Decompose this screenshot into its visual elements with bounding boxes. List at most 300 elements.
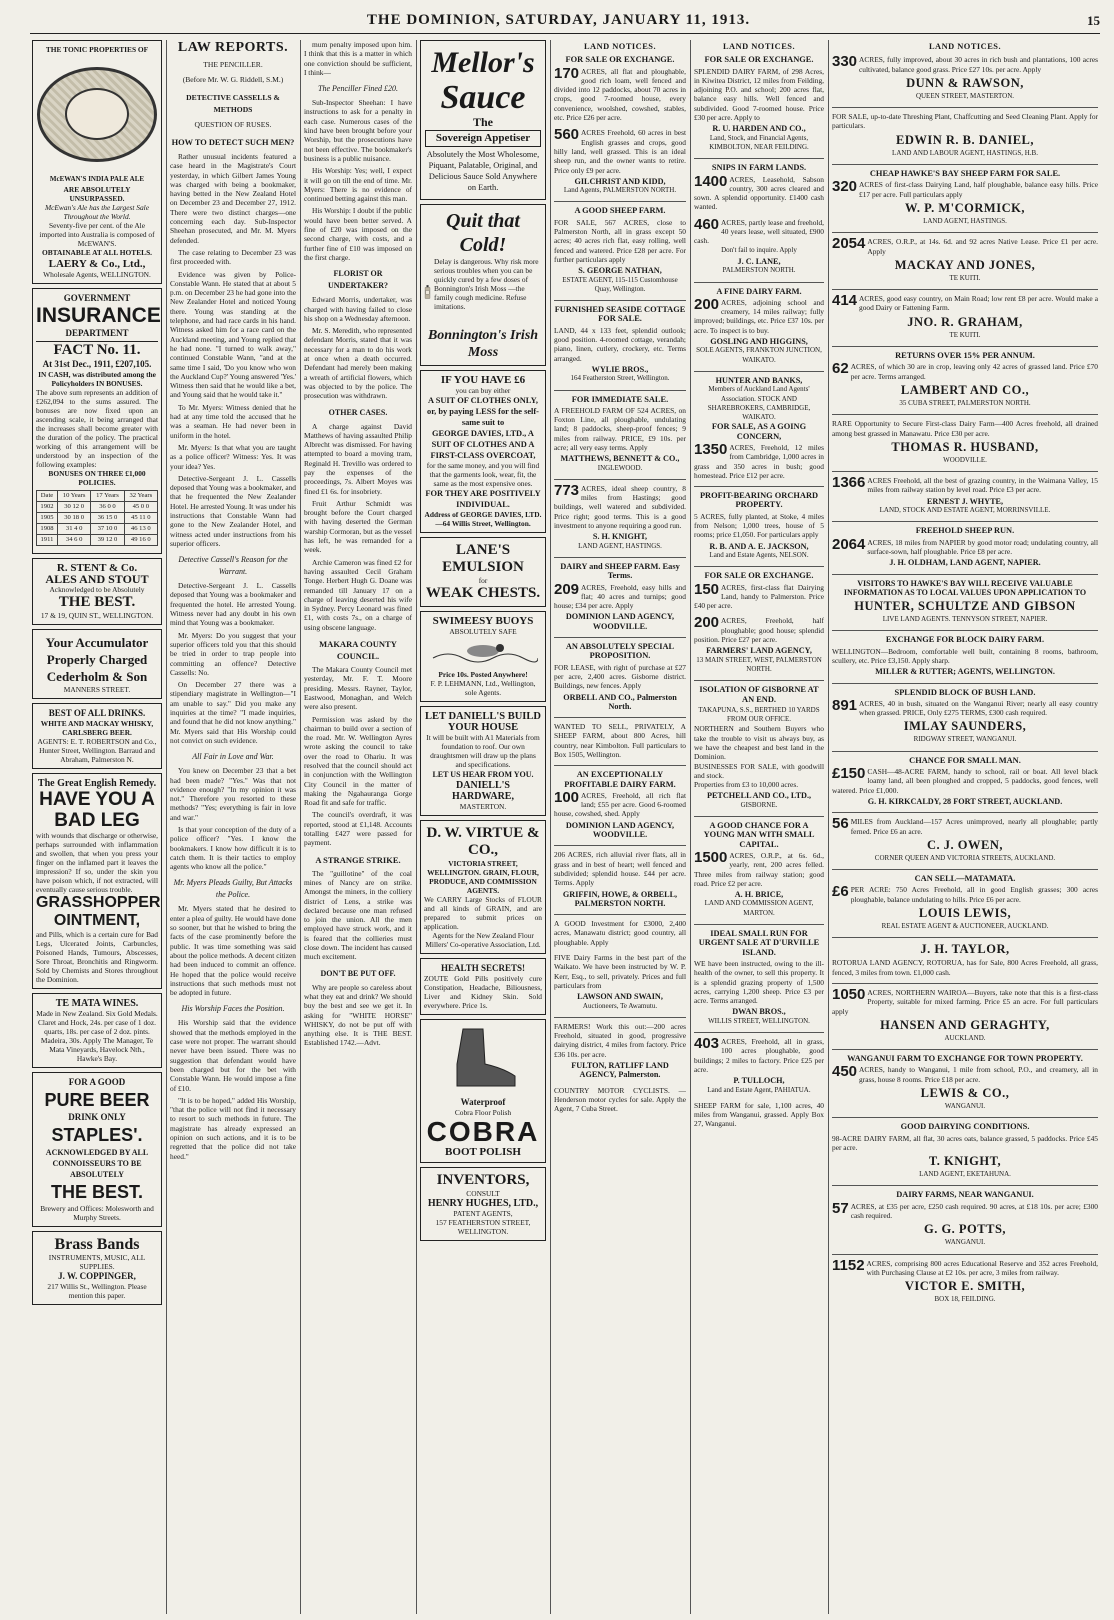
land-note: TAKAPUNA, S.S., BERTHED 10 YARDS FROM OUR OFFICE. <box>698 705 820 724</box>
mcewan-top: THE TONIC PROPERTIES OF <box>45 45 149 54</box>
virtue-ad <box>420 820 546 954</box>
land-agent: J. H. TAYLOR, <box>920 942 1010 957</box>
news-para: The "guillotine" of the coal mines of Nancy are on strike. Amongst the miners, in the colliery district of Lens, a strike was declared because one man refused to join the union. All the men employed have struck work, and it is feared that the collieries must close down. The incident has caused much excitement. <box>304 868 412 962</box>
best-drinks: BEST OF ALL DRINKS. <box>48 708 146 718</box>
land-heading: LAND NOTICES. <box>583 42 657 51</box>
land-agent: HUNTER AND BANKS, <box>715 375 803 385</box>
land-lead: 2064 <box>832 535 866 553</box>
land-text: 206 ACRES, rich alluvial river flats, all in grass and in best of heart; well fenced and subdivided; splendid house. £44 per acre. Terms. Apply <box>554 850 686 888</box>
bad-leg-body: with wounds that discharge or otherwise, perhaps surrounded with inflammation and swollen, that when you press your finger on the inflamed part it leaves the impression? If so, under the skin you have poison which, if not extracted, will eventually cause serious trouble. <box>36 831 158 894</box>
land-text: FOR LEASE, with right of purchase at £27 per acre, 2,400 acres. Gisborne district. Buildings, new fences. Apply <box>554 662 686 691</box>
land-text: ACRES, 40 in bush, situated on the Wanganui River; nearly all easy country when grassed. PRICE, Only £275 TERMS, £300 cash required. <box>859 698 1098 718</box>
land-item <box>832 237 1098 283</box>
land-title: FREEHOLD SHEEP RUN. <box>915 526 1015 536</box>
staples-brewery: Brewery and Offices: Molesworth and Murphy Streets. <box>40 1204 154 1222</box>
medicine-bottle-icon <box>424 257 431 327</box>
land-title: PROFIT-BEARING ORCHARD PROPERTY. <box>699 491 819 510</box>
land-text: ACRES, ideal sheep country, 8 miles from Hastings; good buildings, well watered and subdivided. Price right; good terms. This is a good investment to anyone requiring a good run. <box>554 483 686 531</box>
table-cell: 30 18 0 <box>57 513 90 524</box>
stent-name: R. STENT & Co. <box>56 562 138 574</box>
land-text: ROTORUA LAND AGENCY, ROTORUA, has for Sale, 800 Acres Freehold, all grass, fenced, 3 miles from town. £1,000 cash. <box>832 958 1098 977</box>
mellor-body: Absolutely the Most Wholesome, Piquant, Palatable, Original, and Delicious Sauce Sold Anywhere on Earth. <box>426 150 540 192</box>
land-title: FOR SALE OR EXCHANGE. <box>704 571 814 581</box>
land-lead: 1050 <box>832 985 866 1003</box>
law-before: (Before Mr. W. G. Riddell, S.M.) <box>182 75 284 84</box>
health-line-2: ZOUTE Gold Pills positively cure Constipation, Headache, Biliousness, Liver and Kidney Skin. Sold everywhere. Price 1s. <box>424 974 542 1011</box>
land-text: ACRES, Freehold, easy hills and flat; 40 acres and turnips; good house; £34 per acre. Apply <box>554 582 686 611</box>
land-title: WANGANUI FARM TO EXCHANGE FOR TOWN PROPERTY. <box>847 1054 1083 1064</box>
law-para: Mr. Myers: Do you suggest that your superior officers told you that this should be tried in order to trap people into committing an offence? Detective Cassells: No. <box>170 630 296 677</box>
staples-ad <box>32 1072 162 1227</box>
land-text: ACRES, comprising 800 acres Educational Reserve and 352 acres Freehold, with Purchasing Clause at £2 10s. per acre, 3 miles from railway. <box>866 1258 1098 1277</box>
daniell-line-5: MASTERTON. <box>459 802 507 812</box>
land-agent-sub: Land Agents, PALMERSTON NORTH. <box>563 186 677 195</box>
daniell-line-1: LET DANIELL'S BUILD YOUR HOUSE <box>425 711 541 734</box>
news-para: Why are people so careless about what they eat and drink? We should buy the best and see we get it. In asking for "WHITE HORSE" WHISKY, do not be put off with anything else. It is THE BEST. Established 1742.—Advt. <box>304 982 412 1048</box>
fact-body: The above sum represents an addition of £262,094 to the sums assured. The bonuses are now fixed upon an ascending scale, it being arranged that the increases shall become greater with the duration of the policy. The practical working of this arrangement will be understood by an inspection of the following examples: <box>36 388 158 469</box>
land-text: ACRES, all flat and ploughable, good rich loam, well fenced and divided into 12 paddocks, about 70 acres in crops, good 7-roomed house, every convenience, woolshed, cowshed, stables, etc. Price £26 per acre. <box>554 66 686 123</box>
column-6-land-notices <box>694 40 824 1614</box>
land-agent-sub: Land and Estate Agent, PAHIATUA. <box>707 1085 811 1094</box>
brass-heading: Brass Bands <box>54 1236 140 1253</box>
law-para: His Worship said that the evidence showed that the methods employed in the case were not proper. The warrant should never have been issued. There was no suggestion that defendant would have been charged but for the bet with Constable Wann. He would impose a fine of £10. <box>170 1018 296 1093</box>
insurance-label: INSURANCE <box>36 304 161 327</box>
land-item <box>554 55 686 122</box>
land-title: CHEAP HAWKE'S BAY SHEEP FARM FOR SALE. <box>869 169 1061 179</box>
table-row <box>37 513 158 524</box>
remedy-heading: The Great English Remedy. <box>37 778 157 789</box>
column-2-law-reports <box>170 40 296 1614</box>
column-4-ads <box>420 40 546 1614</box>
ointment-heading: OINTMENT, <box>53 912 141 929</box>
table-cell: 1902 <box>37 502 58 513</box>
land-item <box>832 526 1098 567</box>
land-text: FOR SALE, up-to-date Threshing Plant, Chaffcutting and Seed Cleaning Plant. Apply for particulars. <box>832 112 1098 131</box>
land-agent-sub: LIVE LAND AGENTS. TENNYSON STREET, NAPIER. <box>882 615 1048 624</box>
land-item <box>832 112 1098 158</box>
land-title: A FINE DAIRY FARM. <box>716 286 802 296</box>
land-agent-sub: Land and Estate Agents, NELSON. <box>709 550 809 559</box>
land-item <box>832 756 1098 806</box>
te-mata-ad <box>32 993 162 1068</box>
land-item <box>832 169 1098 226</box>
land-agent: S. H. KNIGHT, <box>592 532 648 542</box>
land-lead: 209 <box>554 580 580 598</box>
mcewan-body: Seventy-five per cent. of the Ale imported into Australia is composed of McEWAN'S. <box>39 221 155 248</box>
land-item <box>832 635 1098 676</box>
land-agent: LOUIS LEWIS, <box>918 906 1012 921</box>
land-agent: IMLAY SAUNDERS, <box>903 719 1027 734</box>
boot-icon <box>443 1024 523 1094</box>
land-text: NORTHERN and Southern Buyers who take the trouble to visit us always buy, as we have the cheapest and best land in the Dominion. <box>694 724 824 762</box>
news-sub: The Penciller Fined £20. <box>318 84 398 94</box>
land-lead: 1366 <box>832 474 866 492</box>
land-agent: ORBELL AND CO., Palmerston North. <box>563 692 677 711</box>
te-mata-body: Made in New Zealand. Six Gold Medals. Claret and Hock, 24s. per case of 1 doz. quarts, 18s. per case of 2 doz. pints. Madeira, 30s. Apply The Manager, Te Mata Vineyards, Havelock Nth., Hawke's Bay. <box>36 1009 158 1063</box>
land-agent: MILLER & RUTTER; AGENTS, WELLINGTON. <box>875 667 1055 677</box>
land-item <box>694 1037 824 1095</box>
invent-line-1: INVENTORS, <box>436 1171 530 1188</box>
laery-name: LAERY & Co., Ltd., <box>48 258 146 270</box>
land-agent-sub: LAND AND COMMISSION AGENT, MARTON. <box>704 899 814 917</box>
table-cell: 45 11 0 <box>124 513 157 524</box>
land-text: 5 ACRES, fully planted, at Stoke, 4 miles from Nelson; 1,000 trees, house of 5 rooms; price £1,050. For particulars apply <box>694 511 824 540</box>
bonnington-brand: Bonnington's Irish Moss <box>427 328 539 360</box>
land-agent: C. J. OWEN, <box>927 837 1003 852</box>
land-item <box>832 351 1098 408</box>
land-agent-sub: WANGANUI. <box>944 1102 986 1110</box>
land-agent-sub: INGLEWOOD. <box>597 463 643 472</box>
table-head: 17 Years <box>91 491 124 502</box>
land-item <box>832 476 1098 515</box>
land-text: ACRES, fully improved, about 30 acres in rich bush and plantations, 100 acres cultivated, balance good grass. Price £27 10s. per acre. Apply <box>859 55 1098 74</box>
news-para: The Makara County Council met yesterday, Mr. F. T. Moore presiding. Messrs. Rayner, Taylor, Eastwood, Monaghan, and Welch were also present. <box>304 665 412 712</box>
news-sub: DON'T BE PUT OFF. <box>320 968 396 978</box>
land-title: EXCHANGE FOR BLOCK DAIRY FARM. <box>885 635 1045 645</box>
land-item <box>832 419 1098 465</box>
invent-line-4: PATENT AGENTS, <box>453 1208 513 1218</box>
land-lead: 150 <box>694 580 720 598</box>
news-sub: OTHER CASES. <box>328 407 388 417</box>
table-row <box>37 502 158 513</box>
land-item <box>694 287 824 365</box>
land-text: WANTED TO SELL, PRIVATELY, A SHEEP FARM, about 800 Acres, hill country, near Kimbolton. Full particulars to Box 1505, Wellington. <box>554 722 686 759</box>
land-agent: ERNEST J. WHYTE, <box>926 496 1004 506</box>
land-lead: 62 <box>832 360 849 378</box>
land-agent: GOSLING AND HIGGINS, <box>710 337 808 347</box>
whisky-line: WHITE AND MACKAY WHISKY, CARLSBERG BEER. <box>40 719 154 737</box>
law-para: To Mr. Myers: Witness denied that he had at any time told the accused that he was a seaman. He had never been in uniform in the hotel. <box>170 402 296 440</box>
land-lead: 1152 <box>832 1256 865 1274</box>
land-title: RETURNS OVER 15% PER ANNUM. <box>895 351 1035 361</box>
land-agent: LEWIS & CO., <box>920 1086 1010 1100</box>
virtue-line-2: VICTORIA STREET, WELLINGTON. GRAIN, FLOUR, PRODUCE, AND COMMISSION AGENTS. <box>427 859 539 896</box>
land-agent-sub: GISBORNE. <box>740 800 778 809</box>
land-agent-sub: LAND AGENT, EKETAHUNA. <box>919 1170 1011 1179</box>
law-sub-2: QUESTION OF RUSES. <box>194 120 272 129</box>
law-court: THE PENCILLER. <box>203 60 263 69</box>
land-item <box>554 395 686 473</box>
land-agent: FULTON, RATLIFF LAND AGENCY, Palmerston. <box>571 1061 669 1080</box>
land-item <box>554 919 686 947</box>
brass-name: J. W. COPPINGER, <box>58 1271 136 1281</box>
land-item <box>694 55 824 152</box>
land-lead: 403 <box>694 1035 720 1053</box>
land-lead: 320 <box>832 178 858 196</box>
land-agent-sub: TE KUITI. <box>949 273 981 282</box>
land-agent-sub: Members of Auckland Land Agents' Association. STOCK AND SHAREBROKERS, CAMBRIDGE, WAIKATO. <box>707 385 811 422</box>
fact-cash: IN CASH, was distributed among the Policyholders IN BONUSES. <box>38 370 156 388</box>
table-cell: 36 0 0 <box>91 502 124 513</box>
lane-line-2: for <box>478 576 488 585</box>
land-title: A GOOD SHEEP FARM. <box>574 206 666 216</box>
land-title: AN EXCEPTIONALLY PROFITABLE DAIRY FARM. <box>564 770 676 789</box>
gov-label: GOVERNMENT <box>63 293 131 303</box>
laery-sub: Wholesale Agents, WELLINGTON. <box>43 270 151 279</box>
land-title: VISITORS TO HAWKE'S BAY WILL RECEIVE VALUABLE INFORMATION AS TO LOCAL VALUES UPON APPLICATION TO <box>843 578 1087 597</box>
land-text: ACRES, adjoining school and creamery, 14 miles railway; fully improved; buildings, etc. Price £37 10s. per acre. To inspect is to buy. <box>694 297 824 335</box>
land-agent-sub: LAND AND LABOUR AGENT, HASTINGS, H.B. <box>892 148 1038 157</box>
land-agent-sub: SOLE AGENTS, FRANKTON JUNCTION, WAIKATO. <box>696 346 822 364</box>
law-para: Is that your conception of the duty of a police officer? "Yes. I know the bookmakers. I know how difficult it is to catch them. It is their tactics to employ agents who know all the police." <box>170 825 296 872</box>
brass-sub: INSTRUMENTS, MUSIC, ALL SUPPLIES. <box>48 1253 146 1271</box>
staples-acknowledged: ACKNOWLEDGED BY ALL CONNOISSEURS TO BE ABSOLUTELY <box>45 1148 149 1179</box>
news-sub: A STRANGE STRIKE. <box>315 854 401 865</box>
cederholm-name: Cederholm & Son <box>46 669 148 684</box>
bonnington-ad <box>420 204 546 366</box>
table-cell: 36 15 0 <box>91 513 124 524</box>
health-ad <box>420 958 546 1015</box>
land-text: ACRES Freehold, 60 acres in best English grasses and crops, good hilly land, well grassed. This is an ideal sheep run, and the owner wants to retire. Price only £9 per acre. <box>554 128 686 175</box>
land-text: ACRES, O.R.P., at 14s. 6d. and 92 acres Native Lease. Price £1 per acre. Apply <box>867 237 1098 256</box>
whisky-ad <box>32 703 162 769</box>
land-agent-sub: Land, Stock, and Financial Agents, KIMBOLTON, NEAR FEILDING. <box>709 133 809 151</box>
table-head: 10 Years <box>57 491 90 502</box>
pure-for: FOR A GOOD <box>68 1077 126 1087</box>
table-row <box>37 524 158 535</box>
land-agent: MATTHEWS, BENNETT & CO., <box>560 454 680 464</box>
land-agent-sub: LAND, STOCK AND ESTATE AGENT, MORRINSVILLE. <box>879 506 1051 515</box>
news-para: A charge against David Matthews of having assaulted Philip Albrecht was dismissed. For having attempted to board a moving tram, Reginald H. Trevillo was ordered to pay the expenses of the proceedings, 7s. Albert Moyes was fined £1 6s. for insobriety. <box>304 421 412 496</box>
land-lead: 560 <box>554 126 580 144</box>
land-lead: 200 <box>694 614 720 632</box>
land-agent: DWAN BROS., <box>732 1007 786 1017</box>
ale-label-icon <box>37 67 157 162</box>
table-cell: 49 16 0 <box>124 535 157 546</box>
land-lead: 891 <box>832 696 858 714</box>
land-agent: VICTOR E. SMITH, <box>904 1279 1026 1294</box>
land-text: ACRES Freehold, all the best of grazing country, in the Waimana Valley, 15 miles from railway station by level road. Price £3 per acre. <box>867 476 1098 495</box>
land-item <box>554 953 686 1011</box>
land-item <box>694 491 824 560</box>
land-item <box>832 985 1098 1043</box>
land-lead: 200 <box>694 295 720 313</box>
cederholm-addr: MANNERS STREET. <box>63 685 131 694</box>
table-cell: 1905 <box>37 513 58 524</box>
land-item <box>554 850 686 908</box>
news-sub: MAKARA COUNTY COUNCIL. <box>319 639 397 662</box>
column-3-news <box>304 40 412 1614</box>
land-title: A GOOD CHANCE FOR A YOUNG MAN WITH SMALL CAPITAL. <box>703 821 815 849</box>
land-text: SHEEP FARM for sale, 1,100 acres, 40 miles from Wanganui, grassed. Apply Box 27, Wanganui. <box>694 1100 824 1129</box>
land-item <box>554 128 686 195</box>
virtue-line-1: D. W. VIRTUE & CO., <box>426 825 540 859</box>
land-item <box>554 1086 686 1114</box>
land-item <box>832 55 1098 101</box>
land-heading: LAND NOTICES. <box>928 42 1002 51</box>
masthead-title: THE DOMINION, SATURDAY, JANUARY 11, 1913. <box>366 12 751 28</box>
virtue-line-4: Agents for the New Zealand Flour Millers' Co-operative Association, Ltd. <box>425 931 541 950</box>
land-text: COUNTRY MOTOR CYCLISTS. — Henderson motor cycles for sale. Apply the Agent, 7 Cuba Street. <box>554 1085 686 1114</box>
law-para: "It is to be hoped," added His Worship, "that the police will not find it necessary to resort to such methods in future. The magistrate has already expressed an opinion on such actions, and it is to be regretted that the police did not take heed." <box>170 1095 296 1161</box>
land-text: Properties from £3 to 10,000 acres. <box>694 780 799 790</box>
swimeesy-ad <box>420 611 546 702</box>
land-agent: THOMAS R. HUSBAND, <box>891 439 1039 454</box>
news-para: Archie Cameron was fined £2 for having assaulted Cecil Graham Tonge. Herbert Hugh G. Doane was remanded till January 17 on a charge of leaving deserted his wife in Sydney. Percy Leonard was fined £1, with costs 7s., on a charge of using obscene language. <box>304 557 412 632</box>
te-mata-heading: TE MATA WINES. <box>55 998 139 1009</box>
mellor-the: The <box>472 115 493 129</box>
swim-line-3: Price 10s. Posted Anywhere! <box>438 670 528 680</box>
cobra-ad <box>420 1019 546 1162</box>
land-lead: £6 <box>832 883 849 901</box>
land-item <box>832 294 1098 340</box>
land-agent: R. U. HARDEN AND CO., <box>712 124 806 134</box>
land-agent: HUNTER, SCHULTZE AND GIBSON <box>854 599 1076 614</box>
cobra-line-1: Waterproof <box>460 1096 506 1107</box>
stent-ad <box>32 558 162 625</box>
land-lead: 1350 <box>694 440 728 458</box>
page-number: 15 <box>1087 13 1100 28</box>
gd-line-1: IF YOU HAVE £6 <box>440 374 526 386</box>
land-item <box>694 616 824 674</box>
land-text: MILES from Auckland—157 Acres unimproved, nearly all ploughable; partly ferned. Price £6 an acre. <box>850 817 1098 836</box>
land-lead: 57 <box>832 1199 849 1217</box>
land-agent-sub: PALMERSTON NORTH. <box>722 266 796 275</box>
land-agent: G. H. KIRKCALDY, 28 FORT STREET, AUCKLAND. <box>867 796 1063 806</box>
column-rule <box>690 40 691 1614</box>
table-cell: 30 12 0 <box>57 502 90 513</box>
land-agent: DOMINION LAND AGENCY, WOODVILLE. <box>565 612 675 631</box>
law-para: On December 27 there was a stipendiary magistrate in Wellington—"I am unable to say." Did you make any inquiries at the time? "I made inquiries, and found that he did not know anything." Mr. Myers said that His Worship could not convict on such evidence. <box>170 680 296 745</box>
mcewan-obtain: OBTAINABLE AT ALL HOTELS. <box>41 248 153 257</box>
land-agent: EDWIN R. B. DANIEL, <box>896 132 1034 147</box>
invent-line-2: CONSULT <box>466 1188 500 1198</box>
land-text: ACRES, O.R.P., at 6s. 6d., yearly, rent, 200 acres felled. Three miles from railway station; good road. Price £2 per acre. <box>694 850 824 888</box>
land-item <box>832 1122 1098 1179</box>
table-cell: 46 13 0 <box>124 524 157 535</box>
table-cell: 1908 <box>37 524 58 535</box>
land-text: ACRES, Freehold, 12 miles from Cambridge, 1,000 acres in grass and 350 acres in bush; good homestead. Price £12 per acre. <box>694 442 824 480</box>
masthead <box>30 4 1100 34</box>
table-row <box>37 535 158 546</box>
news-para: Mr. S. Meredith, who represented defendant Morris, stated that it was necessary for a man to do his work at once when a death occurred. Defendant had merely been making a wreath of artificial flowers, which was objected to by the police. The prosecution was withdrawn. <box>304 326 412 401</box>
land-item <box>832 1190 1098 1247</box>
land-agent: GILCHRIST AND KIDD, <box>574 176 666 186</box>
fact-sub: At 31st Dec., 1911, £207,105. <box>42 359 152 369</box>
fact-label: FACT No. 11. <box>36 341 158 359</box>
land-heading: LAND NOTICES. <box>722 42 796 51</box>
virtue-line-3: We CARRY Large Stocks of FLOUR and all kinds of GRAIN, and are prepared to submit prices on application. <box>424 895 542 932</box>
land-agent-sub: RIDGWAY STREET, WANGANUI. <box>913 735 1017 744</box>
law-sub-5: All Fair in Love and War. <box>192 752 274 762</box>
column-rule <box>300 40 301 1614</box>
land-text: ACRES, of which 30 are in crop, leaving only 42 acres of grassed land. Price £70 per acre. Terms arranged. <box>850 362 1098 381</box>
land-item <box>694 685 824 810</box>
land-agent-sub: LAND AGENT, HASTINGS. <box>578 541 662 550</box>
column-7-land-notices <box>832 40 1098 1614</box>
land-title: DAIRY and SHEEP FARM. Easy Terms. <box>560 561 680 581</box>
land-item <box>832 579 1098 625</box>
land-subheading: FOR SALE OR EXCHANGE. <box>565 55 675 65</box>
staples-name: STAPLES'. <box>51 1125 143 1145</box>
grass-body: and Pills, which is a certain cure for Bad Legs, Ulcerated Joints, Carbuncles, Poisoned Hands, Tumours, Abscesses, Sore Throat, Bronchitis and Ringworm. Sold by Chemists and Stores throughout the Dominion. <box>36 930 158 984</box>
land-agent-sub: BOX 18, FEILDING. <box>934 1295 996 1304</box>
grasshopper-heading: GRASSHOPPER <box>36 894 161 911</box>
news-para: His Worship: I doubt if the public would have been better served. A fine of £20 was imposed on the second charge, with costs, and a further fine of £10 was imposed on the first charge. <box>304 206 412 262</box>
land-item <box>554 1022 686 1080</box>
land-agent: T. KNIGHT, <box>928 1154 1002 1169</box>
land-agent-sub: 164 Featherston Street, Wellington. <box>570 374 670 383</box>
land-lead: 460 <box>694 215 720 233</box>
land-item <box>554 305 686 383</box>
land-title: ISOLATION OF GISBORNE AT AN END. <box>699 685 819 704</box>
gd-line-6: FOR THEY ARE POSITIVELY INDIVIDUAL. <box>425 489 541 509</box>
daniell-ad <box>420 706 546 816</box>
land-text: ACRES of first-class Dairying Land, half ploughable, balance easy hills. Price £17 per acre. Full particulars apply <box>859 180 1098 199</box>
column-1-ads <box>32 40 162 1614</box>
land-item <box>694 163 824 211</box>
lane-line-1: LANE'S EMULSION <box>442 542 524 575</box>
land-title: FOR IMMEDIATE SALE. <box>571 394 669 404</box>
land-agent: PETCHELL AND CO., LTD., <box>706 791 812 801</box>
law-para: Rather unusual incidents featured a case heard in the Magistrate's Court yesterday, in which Gilbert James Young was charged with being a bookmaker, having betted in the New Zealand Hotel on December 23 and December 27, 1912. There were two distinct charges—one concerning each day. Sub-Inspector Sheehan prosecuted, and Mr. M. Myers defended. <box>170 152 296 245</box>
land-agent-sub: CORNER QUEEN AND VICTORIA STREETS, AUCKLAND. <box>874 853 1056 862</box>
land-agent: MACKAY AND JONES, <box>894 257 1036 272</box>
swim-line-1: SWIMEESY BUOYS <box>432 615 534 627</box>
land-lead: 2054 <box>832 235 866 253</box>
george-davies-ad <box>420 370 546 533</box>
land-text: LAND, 44 x 133 feet, splendid outlook; good position. 4-roomed cottage, verandah; piano, linen, cutlery, crockery, etc. Terms arranged. <box>554 325 686 363</box>
law-para: Mr. Myers: Is that what you are taught as a police officer? Witness: Yes. It was your idea? Yes. <box>170 442 296 471</box>
land-lead: £150 <box>832 765 866 783</box>
invent-line-5: 157 FEATHERSTON STREET, WELLINGTON. <box>435 1217 531 1236</box>
land-agent: FARMERS' LAND AGENCY, <box>706 646 812 656</box>
law-para: The case relating to December 23 was first proceeded with. <box>170 247 296 267</box>
land-agent-sub: QUEEN STREET, MASTERTON. <box>915 91 1015 100</box>
news-para: Permission was asked by the chairman to build over a section of the road. Mr. W. Wellington Ayres wrote asking the council to take over the road to Ohariu. It was resolved that the council should act in conjunction with the Wellington City Council in the matter of making the Ngahauranga Gorge Road fit and safe for traffic. <box>304 714 412 808</box>
table-cell: 39 12 0 <box>91 535 124 546</box>
table-head: 32 Years <box>124 491 157 502</box>
grasshopper-ad <box>32 773 162 989</box>
land-agent: S. GEORGE NATHAN, <box>578 266 662 276</box>
land-text: ACRES, Freehold, half ploughable; good house; splendid position. Price £27 per acre. <box>694 616 824 645</box>
land-title: CAN SELL—MATAMATA. <box>914 874 1016 884</box>
land-item <box>694 1101 824 1129</box>
land-title: CHANCE FOR SMALL MAN. <box>909 755 1021 765</box>
lanes-emulsion-ad <box>420 537 546 607</box>
law-para: Mr. Myers stated that he desired to enter a plea of guilty. He would have done so sooner, but that he wished to bring the facts of the case prominently before the public. It was time something was said about the police methods. A decent citizen had been induced to commit an offence. He hoped that the police would receive instructions that such methods must not be adopted in future. <box>170 904 296 998</box>
land-title: SNIPS IN FARM LANDS. <box>711 163 807 173</box>
land-text: ACRES, partly lease and freehold, 40 years lease, well situated, £900 cash. <box>694 217 824 246</box>
land-title: SPLENDID BLOCK OF BUSH LAND. <box>894 687 1036 697</box>
land-item <box>554 770 686 839</box>
inventors-ad <box>420 1167 546 1241</box>
land-text: FOR SALE, 567 ACRES, close to Palmerston North, all in grass except 50 acres; 40 acres rich flat, easy rolling, well fenced and watered. Price £28 per acre. For further particulars apply <box>554 217 686 264</box>
health-line-1: HEALTH SECRETS! <box>441 963 525 974</box>
land-agent: P. TULLOCH, <box>733 1076 785 1086</box>
land-title: AN ABSOLUTELY SPECIAL PROPOSITION. <box>565 642 675 661</box>
land-text: ACRES, good easy country, on Main Road; low rent £8 per acre. Would make a good Dairy or Fattening Farm. <box>859 294 1098 313</box>
cobra-line-2: Cobra Floor Polish <box>454 1107 512 1117</box>
bonus-table <box>36 490 158 546</box>
land-lead: 56 <box>832 815 849 833</box>
land-lead: 450 <box>832 1063 858 1081</box>
insurance-ad <box>32 288 162 554</box>
land-title: GOOD DAIRYING CONDITIONS. <box>900 1122 1030 1132</box>
land-item <box>694 929 824 1026</box>
land-lead: 330 <box>832 53 858 71</box>
land-item <box>554 722 686 759</box>
land-title: IDEAL SMALL RUN FOR URGENT SALE AT D'URVILLE ISLAND. <box>698 929 820 957</box>
land-lead: 414 <box>832 292 858 310</box>
law-para: Evidence was given by Police-Constable Wann. He stated that at about 5 p.m. on December 23 he had gone into the New Zealander Hotel and noticed Young there. Young was standing at the telephone, and had race cards in his hand. Witness asked him for a race card on the Auckland meeting, and Young replied that he had none. "I turned to walk away," continued Constable Wann, "and at the same time I said, 'Do you know who won the Auckland Cup?' Young answered 'Yes.' Witness then said that he would like a bet, and Young said that he would take it." <box>170 269 296 400</box>
land-agent-sub: WILLIS STREET, WELLINGTON. <box>708 1016 810 1025</box>
land-note: Don't fail to inquire. Apply <box>721 245 797 254</box>
mcewan-claim: McEwan's Ale has the Largest Sale Throughout the World. <box>44 203 149 221</box>
land-text: ACRES, Freehold, all rich flat land; £55 per acre. Good 6-roomed house, cowshed, shed. Apply <box>554 790 686 819</box>
cobra-line-4: BOOT POLISH <box>445 1145 521 1158</box>
stent-ales: ALES AND STOUT <box>45 572 149 586</box>
